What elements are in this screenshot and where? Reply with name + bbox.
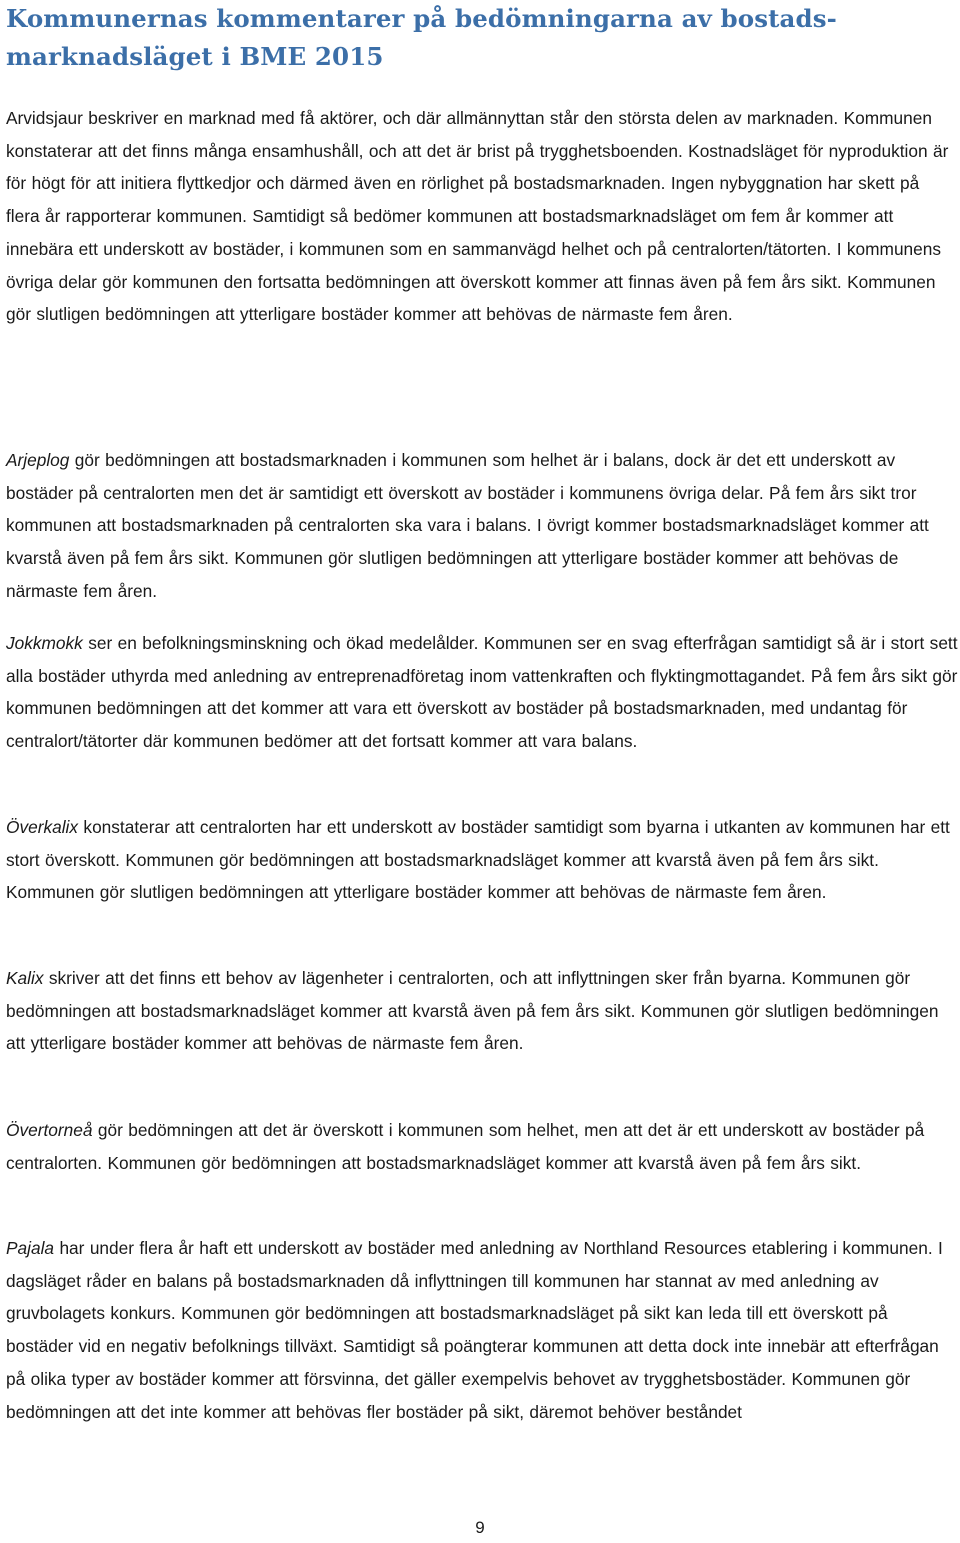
paragraph-arvidsjaur: [6, 102, 954, 331]
paragraph-text: har under flera år haft ett underskott av bostäder med anledning av Northland Resources etablering i kommunen. I dagsläget råder en balans på bostadsmarknaden då inflyttningen till kommunen har stannat av med anledning av gruvbolagets konkurs. Kommunen gör bedömningen att bostadsmarknadsläget på sikt kan leda till ett överskott på bostäder vid en negativ befolknings tillväxt. Samtidigt så poängterar kommunen att detta dock inte innebär att efterfrågan på olika typer av bostäder kommer att försvinna, det gäller exempelvis behovet av trygghetsbostäder. Kommunen gör bedömningen att det inte kommer att behövas fler bostäder på sikt, däremot behöver beståndet: [6, 1238, 943, 1422]
paragraph-kalix: [6, 962, 958, 1060]
paragraph-overkalix: [6, 811, 958, 909]
municipality-name: Kalix: [6, 968, 44, 988]
municipality-name: Pajala: [6, 1238, 55, 1258]
paragraph-text: gör bedömningen att bostadsmarknaden i kommunen som helhet är i balans, dock är det ett underskott av bostäder på centralorten men det är samtidigt ett överskott av bostäder i kommunens övriga delar. På fem års sikt tror kommunen att bostadsmarknaden på centralorten ska vara i balans. I övrigt kommer bostadsmarknadsläget kommer att kvarstå även på fem års sikt. Kommunen gör slutligen bedömningen att ytterligare bostäder kommer att behövas de närmaste fem åren.: [6, 450, 929, 601]
municipality-name: Övertorneå: [6, 1120, 93, 1140]
paragraph-jokkmokk: [6, 627, 958, 758]
paragraph-arjeplog: [6, 444, 958, 608]
document-page: [6, 0, 958, 1543]
paragraph-text: konstaterar att centralorten har ett underskott av bostäder samtidigt som byarna i utkanten av kommunen har ett stort överskott. Kommunen gör bedömningen att bostadsmarknadsläget kommer att kvarstå även på fem års sikt. Kommunen gör slutligen bedömningen att ytterligare bostäder kommer att behövas de närmaste fem åren.: [6, 817, 950, 903]
paragraph-overtornea: [6, 1114, 958, 1179]
paragraph-text: Arvidsjaur beskriver en marknad med få aktörer, och där allmännyttan står den största delen av marknaden. Kommunen konstaterar att det finns många ensamhushåll, och att det är brist på trygghetsboenden. Kostnadsläget för nyproduktion är för högt för att initiera flyttkedjor och därmed även en rörlighet på bostadsmarknaden. Ingen nybyggnation har skett på flera år rapporterar kommunen. Samtidigt så bedömer kommunen att bostadsmarknadsläget om fem år kommer att innebära ett underskott av bostäder, i kommunen som en sammanvägd helhet och på centralorten/tätorten. I kommunens övriga delar gör kommunen den fortsatta bedömningen att överskott kommer att finnas även på fem års sikt. Kommunen gör slutligen bedömningen att ytterligare bostäder kommer att behövas de närmaste fem åren.: [6, 108, 949, 325]
paragraph-text: skriver att det finns ett behov av lägenheter i centralorten, och att inflyttningen sker från byarna. Kommunen gör bedömningen att bostadsmarknadsläget kommer att kvarstå även på fem års sikt. Kommunen gör slutligen bedömningen att ytterligare bostäder kommer att behövas de närmaste fem åren.: [6, 968, 939, 1054]
municipality-name: Arjeplog: [6, 450, 70, 470]
page-title: Kommunernas kommentarer på bedömningarna av bostads-marknadsläget i BME 2015: [6, 4, 837, 71]
paragraph-text: ser en befolkningsminskning och ökad medelålder. Kommunen ser en svag efterfrågan samtidigt så är i stort sett alla bostäder uthyrda med anledning av entreprenadföretag inom vattenkraften och flyktingmottagandet. På fem års sikt gör kommunen bedömningen att det kommer att vara ett överskott av bostäder på bostadsmarknaden, med undantag för centralort/tätorter där kommunen bedömer att det fortsatt kommer att vara balans.: [6, 633, 958, 752]
municipality-name: Överkalix: [6, 817, 79, 837]
paragraph-pajala: [6, 1232, 958, 1428]
paragraph-text: gör bedömningen att det är överskott i kommunen som helhet, men att det är ett underskott av bostäder på centralorten. Kommunen gör bedömningen att bostadsmarknadsläget kommer att kvarstå även på fem års sikt.: [6, 1120, 925, 1173]
page-number: 9: [475, 1518, 485, 1537]
municipality-name: Jokkmokk: [6, 633, 83, 653]
